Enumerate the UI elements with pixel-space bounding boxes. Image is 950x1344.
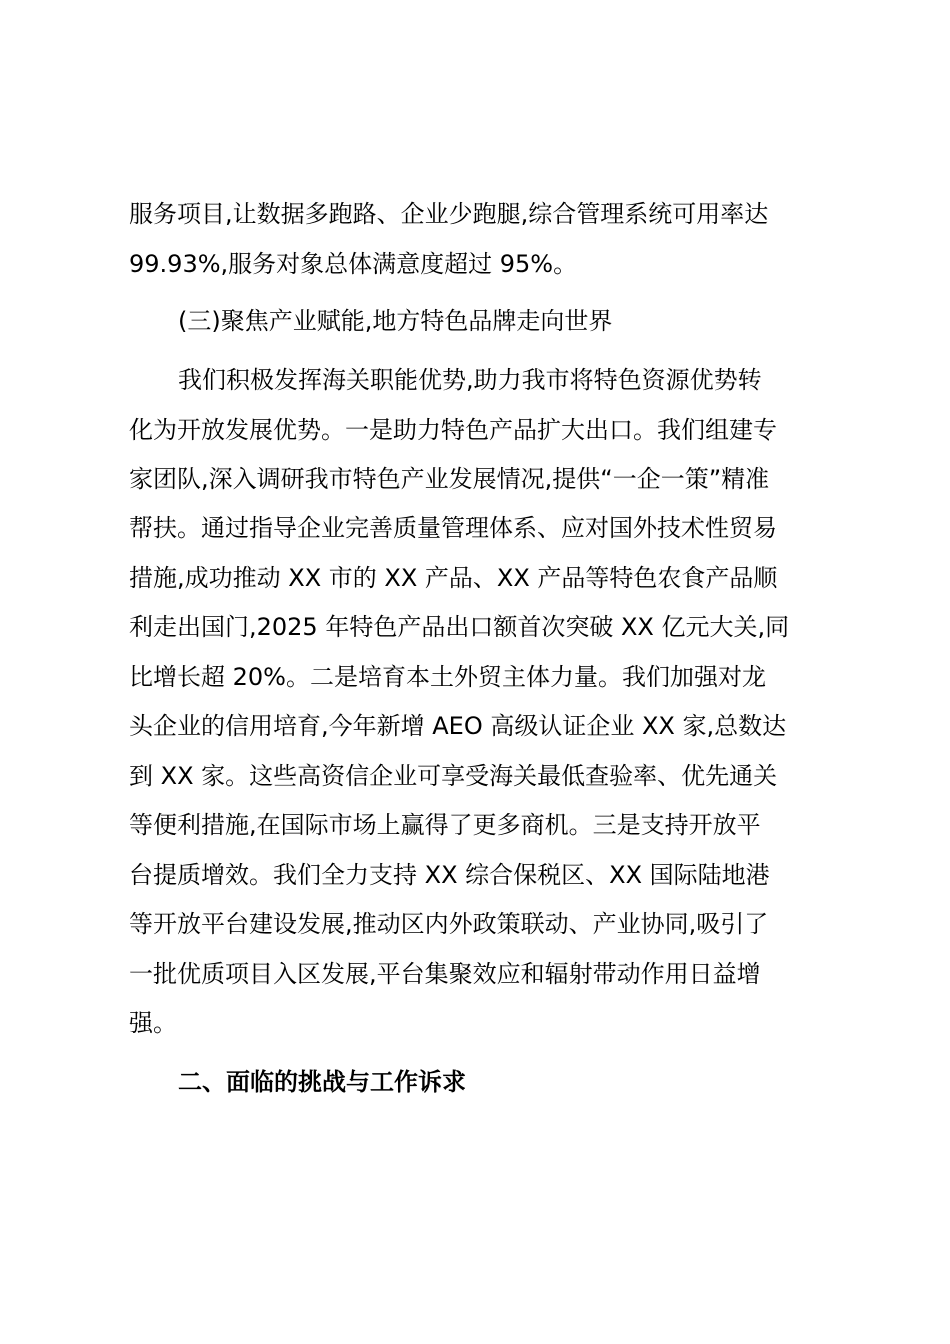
paragraph-line: 措施,成功推动 XX 市的 XX 产品、XX 产品等特色农食产品顺 (129, 564, 778, 592)
paragraph-line: 等开放平台建设发展,推动区内外政策联动、产业协同,吸引了 (129, 910, 769, 938)
paragraph-line: 化为开放发展优势。一是助力特色产品扩大出口。我们组建专 (129, 416, 777, 444)
section-heading: 二、面临的挑战与工作诉求 (178, 1068, 466, 1096)
paragraph-line: 我们积极发挥海关职能优势,助力我市将特色资源优势转 (178, 366, 762, 394)
paragraph-line: 帮扶。通过指导企业完善质量管理体系、应对国外技术性贸易 (129, 514, 777, 542)
paragraph-line: 比增长超 20%。二是培育本土外贸主体力量。我们加强对龙 (129, 663, 766, 691)
paragraph-line: 强。 (129, 1009, 177, 1037)
paragraph-line: 利走出国门,2025 年特色产品出口额首次突破 XX 亿元大关,同 (129, 613, 790, 641)
paragraph-line: 一批优质项目入区发展,平台集聚效应和辐射带动作用日益增 (129, 960, 761, 988)
paragraph-line: 服务项目,让数据多跑路、企业少跑腿,综合管理系统可用率达 (129, 200, 769, 228)
paragraph-line: 99.93%,服务对象总体满意度超过 95%。 (129, 250, 578, 278)
section-subheading: (三)聚焦产业赋能,地方特色品牌走向世界 (178, 307, 613, 335)
paragraph-line: 到 XX 家。这些高资信企业可享受海关最低查验率、优先通关 (129, 762, 778, 790)
paragraph-line: 家团队,深入调研我市特色产业发展情况,提供“一企一策”精准 (129, 465, 770, 493)
paragraph-line: 等便利措施,在国际市场上赢得了更多商机。三是支持开放平 (129, 811, 761, 839)
paragraph-line: 台提质增效。我们全力支持 XX 综合保税区、XX 国际陆地港 (129, 861, 770, 889)
paragraph-line: 头企业的信用培育,今年新增 AEO 高级认证企业 XX 家,总数达 (129, 712, 787, 740)
